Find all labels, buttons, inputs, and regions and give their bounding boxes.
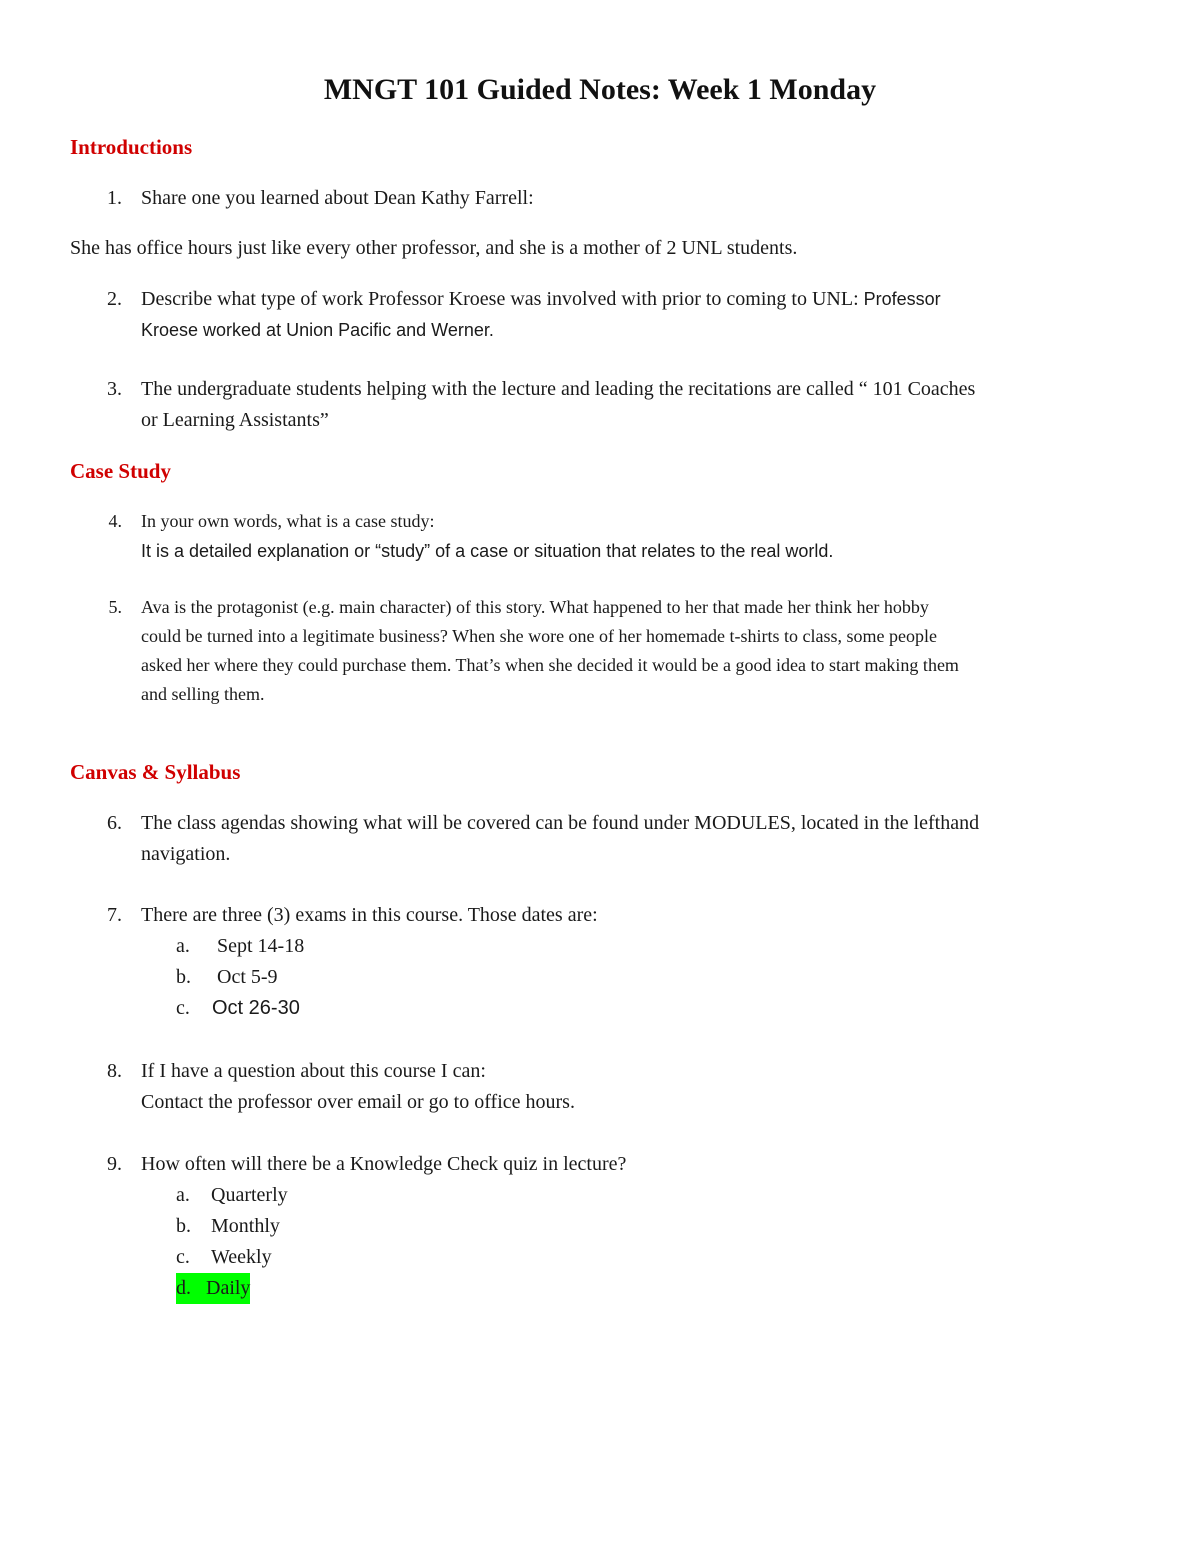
option-text: Sept 14-18 xyxy=(217,935,305,957)
question-text: How often will there be a Knowledge Check quiz in lecture? xyxy=(141,1153,627,1175)
option-letter: d. xyxy=(176,1277,191,1299)
question-number: 9. xyxy=(107,1153,122,1175)
question-prompt: Describe what type of work Professor Kroese was involved with prior to coming to UNL: xyxy=(141,288,859,310)
question-text: The class agendas showing what will be covered can be found under MODULES, located in the lefthand xyxy=(141,812,980,834)
option-letter: b. xyxy=(176,966,191,988)
answer-text: Kroese worked at Union Pacific and Werner. xyxy=(141,320,494,340)
option-letter: a. xyxy=(176,935,190,957)
answer-text: It is a detailed explanation or “study” of a case or situation that relates to the real world. xyxy=(141,541,834,561)
answer-text: asked her where they could purchase them. That’s when she decided it would be a good idea to start making them xyxy=(141,655,959,675)
question-text: Ava is the protagonist (e.g. main character) of this story. What happened to her that made her think her hobby xyxy=(141,597,929,617)
question-text: If I have a question about this course I can: xyxy=(141,1060,486,1082)
option-letter: b. xyxy=(176,1215,191,1237)
option-letter: c. xyxy=(176,997,190,1019)
question-text: navigation. xyxy=(141,843,231,865)
option-text: Weekly xyxy=(211,1246,272,1268)
section-heading-introductions: Introductions xyxy=(70,135,193,159)
page-title: MNGT 101 Guided Notes: Week 1 Monday xyxy=(323,73,877,106)
section-heading-canvas-syllabus: Canvas & Syllabus xyxy=(70,760,241,784)
answer-text: and selling them. xyxy=(141,684,265,704)
section-heading-case-study: Case Study xyxy=(70,459,171,483)
answer-text: Professor xyxy=(863,289,941,309)
option-text: Oct 5-9 xyxy=(217,966,278,988)
option-text: Oct 26-30 xyxy=(212,997,300,1019)
question-number: 2. xyxy=(107,288,122,310)
highlighted-answer xyxy=(176,1273,250,1304)
option-text: Quarterly xyxy=(211,1184,288,1206)
question-text: There are three (3) exams in this course. Those dates are: xyxy=(141,904,598,926)
option-letter: a. xyxy=(176,1184,190,1206)
question-text: Share one you learned about Dean Kathy Farrell: xyxy=(141,187,534,209)
answer-text: Contact the professor over email or go to office hours. xyxy=(141,1091,575,1113)
question-number: 5. xyxy=(108,597,122,617)
question-number: 3. xyxy=(107,378,122,400)
question-number: 6. xyxy=(107,812,122,834)
question-number: 1. xyxy=(107,187,122,209)
question-text: The undergraduate students helping with the lecture and leading the recitations are called “ 101 Coaches xyxy=(141,378,976,400)
option-text: Daily xyxy=(206,1277,251,1299)
answer-text: She has office hours just like every other professor, and she is a mother of 2 UNL students. xyxy=(70,237,798,259)
question-number: 7. xyxy=(107,904,122,926)
option-letter: c. xyxy=(176,1246,190,1268)
question-number: 8. xyxy=(107,1060,122,1082)
answer-text: could be turned into a legitimate business? When she wore one of her homemade t-shirts to class, some people xyxy=(141,626,937,646)
question-text: In your own words, what is a case study: xyxy=(141,511,435,531)
question-number: 4. xyxy=(108,511,122,531)
question-text: or Learning Assistants” xyxy=(141,409,329,431)
option-text: Monthly xyxy=(211,1215,280,1237)
question-text xyxy=(141,284,1200,315)
